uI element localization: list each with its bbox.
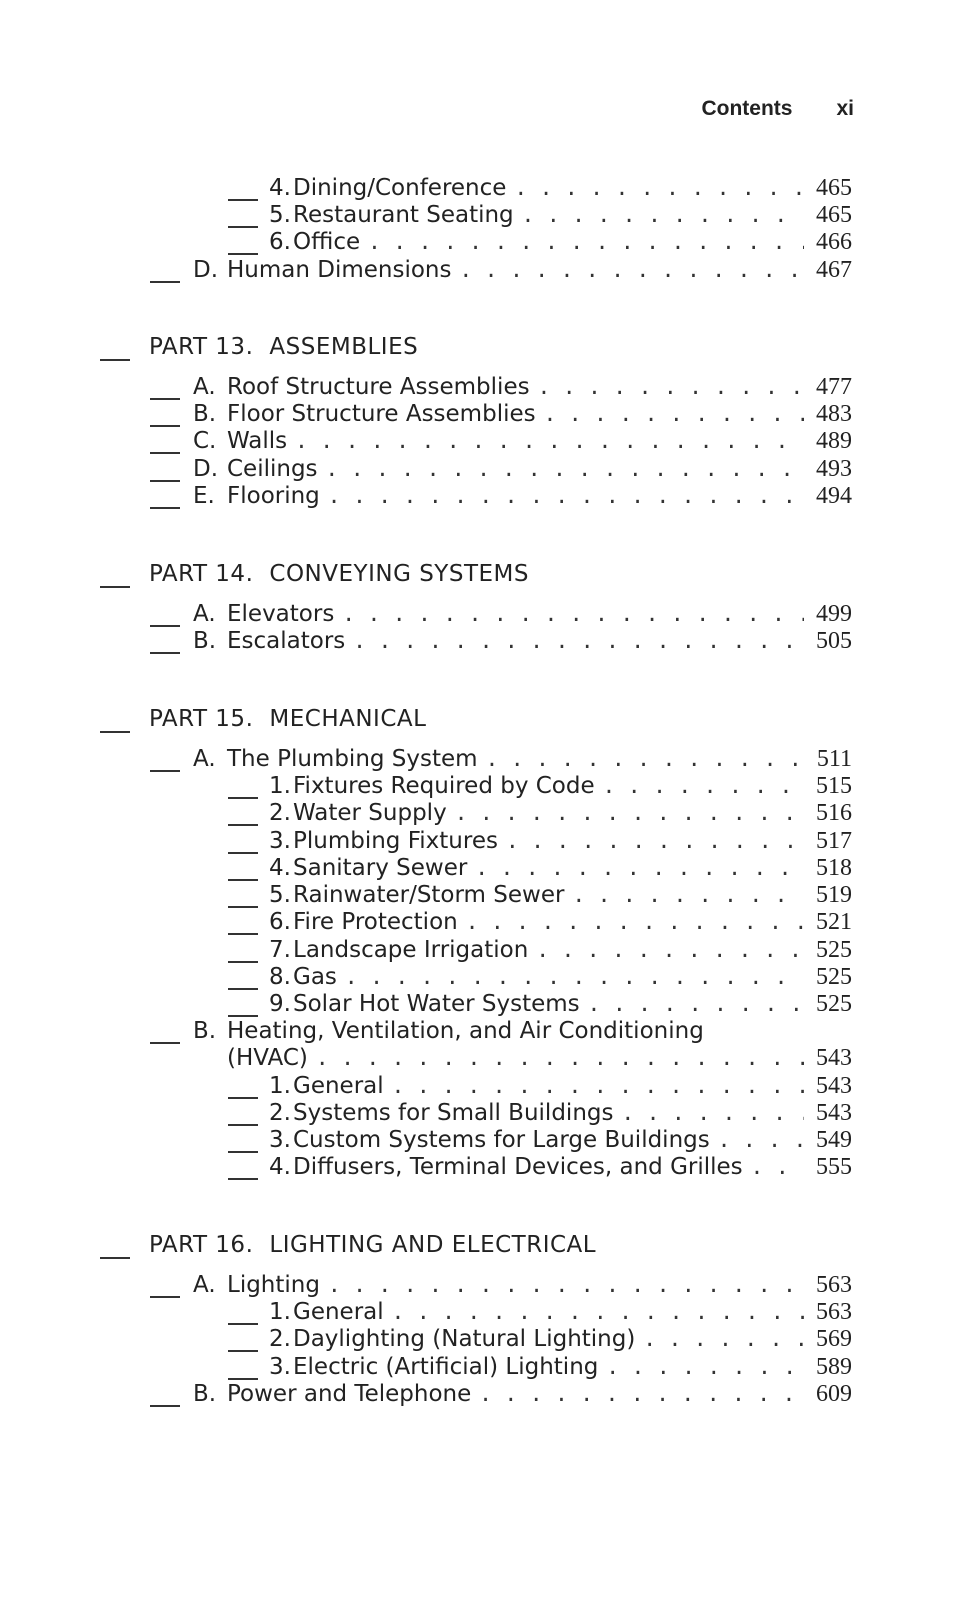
entry-label: A. [193,601,216,627]
entry-title: Electric (Artificial) Lighting [293,1354,599,1380]
entry-label: 9. [269,991,291,1017]
entry-title: Plumbing Fixtures [293,828,498,854]
checkbox-blank [150,452,180,454]
entry-text [269,936,536,964]
toc-entry [227,1044,852,1072]
entry-page-number: 466 [816,229,852,255]
section-title: Contents [701,97,793,120]
entry-text [269,990,588,1018]
entry-label: 1. [269,1073,291,1099]
entry-page-number: 465 [816,175,852,201]
toc-entry [193,627,852,655]
entry-title: Systems for Small Buildings [293,1100,614,1126]
entry-title: Floor Structure Assemblies [227,401,536,427]
entry-title: Roof Structure Assemblies [227,374,530,400]
entry-title: Ceilings [227,456,318,482]
part-title: LIGHTING AND ELECTRICAL [269,1232,597,1258]
checkbox-blank [150,281,180,283]
entry-title: Daylighting (Natural Lighting) [293,1326,636,1352]
toc-entry [193,745,852,773]
entry-page-number: 505 [816,628,852,654]
checkbox-blank [228,253,258,255]
checkbox-blank [150,652,180,654]
dot-leader [544,400,804,428]
entry-page-number: 543 [816,1100,852,1126]
entry-label: A. [193,374,216,400]
entry-page-number: 465 [816,202,852,228]
checkbox-blank [228,906,258,908]
checkbox-blank [228,1178,258,1180]
entry-label: 2. [269,1100,291,1126]
checkbox-blank [150,625,180,627]
entry-text [269,881,572,909]
checkbox-blank [150,480,180,482]
entry-label: 6. [269,229,291,255]
dot-leader [486,745,804,773]
entry-label: D. [193,456,219,482]
entry-label: 2. [269,1326,291,1352]
entry-label: 4. [269,855,291,881]
entry-label: 1. [269,773,291,799]
toc-entry [269,881,852,909]
entry-title: Rainwater/Storm Sewer [293,882,565,908]
checkbox-blank [228,879,258,881]
dot-leader [718,1126,804,1154]
toc-entry [269,908,852,936]
entry-label: C. [193,428,217,454]
entry-page-number: 489 [816,428,852,454]
entry-title: Fire Protection [293,909,458,935]
entry-label: 3. [269,1354,291,1380]
dot-leader [316,1044,804,1072]
toc-entry [269,1325,852,1353]
dot-leader [466,908,804,936]
toc-entry [193,1271,852,1299]
part-heading [149,706,426,736]
entry-title: Solar Hot Water Systems [293,991,580,1017]
entry-page-number: 493 [816,456,852,482]
toc-entry [269,963,852,991]
toc-entry [269,228,852,256]
dot-leader [603,772,804,800]
toc-entry [193,373,852,401]
toc-entry [269,772,852,800]
checkbox-blank [228,1151,258,1153]
part-title: MECHANICAL [269,706,427,732]
checkbox-blank [150,398,180,400]
entry-page-number: 483 [816,401,852,427]
part-heading [149,1232,596,1262]
entry-text [193,427,295,455]
checkbox-blank [228,797,258,799]
dot-leader [514,174,804,202]
toc-entry [269,1099,852,1127]
part-title: CONVEYING SYSTEMS [269,561,529,587]
entry-title: Landscape Irrigation [293,937,529,963]
entry-title: Heating, Ventilation, and Air Conditioning [227,1018,704,1044]
entry-text [269,1126,718,1154]
entry-label: 2. [269,800,291,826]
entry-text [227,1044,316,1072]
entry-label: B. [193,628,217,654]
checkbox-blank [228,1323,258,1325]
toc-entry [269,854,852,882]
entry-page-number: 555 [816,1154,852,1180]
checkbox-blank [150,1296,180,1298]
entry-text [269,963,345,991]
entry-page-number: 563 [816,1272,852,1298]
entry-page-number: 563 [816,1299,852,1325]
entry-page-number: 543 [816,1073,852,1099]
checkbox-blank [228,199,258,201]
entry-title: General [293,1073,384,1099]
toc-entry [269,936,852,964]
entry-text [269,1298,392,1326]
checkbox-blank [228,1124,258,1126]
checkbox-blank [228,961,258,963]
toc-entry [269,201,852,229]
entry-page-number: 518 [816,855,852,881]
entry-text [193,600,342,628]
entry-page-number: 511 [816,746,852,772]
checkbox-blank [150,425,180,427]
entry-title: Restaurant Seating [293,202,514,228]
toc-entry [193,427,852,455]
checkbox-blank [228,852,258,854]
toc-entry [193,1380,852,1408]
checkbox-blank [100,586,130,588]
dot-leader [328,1271,804,1299]
entry-label: 6. [269,909,291,935]
toc-entry [193,400,852,428]
toc-entry [193,1017,852,1045]
entry-title: (HVAC) [227,1045,308,1071]
entry-page-number: 525 [816,964,852,990]
dot-leader [621,1099,804,1127]
dot-leader [328,482,804,510]
toc-entry [193,455,852,483]
toc-entry [269,1072,852,1100]
dot-leader [326,455,804,483]
toc-entry [269,990,852,1018]
entry-label: B. [193,401,217,427]
entry-title: Fixtures Required by Code [293,773,595,799]
entry-label: A. [193,1272,216,1298]
dot-leader [606,1353,804,1381]
checkbox-blank [228,1097,258,1099]
part-number: PART 14. [149,561,254,587]
checkbox-blank [228,988,258,990]
dot-leader [392,1072,804,1100]
dot-leader [345,963,804,991]
entry-text [269,1353,606,1381]
entry-title: Office [293,229,361,255]
entry-text [193,1017,712,1045]
entry-label: 8. [269,964,291,990]
checkbox-blank [100,1257,130,1259]
entry-page-number: 569 [816,1326,852,1352]
dot-leader [342,600,804,628]
entry-text [269,1072,392,1100]
entry-title: Walls [227,428,288,454]
part-number: PART 13. [149,334,254,360]
entry-page-number: 515 [816,773,852,799]
entry-label: B. [193,1381,217,1407]
entry-title: Sanitary Sewer [293,855,468,881]
checkbox-blank [150,770,180,772]
entry-label: 3. [269,828,291,854]
part-number: PART 15. [149,706,254,732]
entry-text [193,1380,479,1408]
checkbox-blank [100,731,130,733]
part-number: PART 16. [149,1232,254,1258]
entry-text [269,228,368,256]
checkbox-blank [228,824,258,826]
entry-text [269,1153,751,1181]
entry-page-number: 609 [816,1381,852,1407]
entry-label: E. [193,483,215,509]
entry-page-number: 494 [816,483,852,509]
part-heading [149,561,529,591]
toc-entry [193,482,852,510]
entry-label: D. [193,257,219,283]
dot-leader [455,799,804,827]
page-number: xi [836,97,854,120]
entry-title: Elevators [227,601,335,627]
entry-title: Water Supply [293,800,447,826]
entry-text [269,1099,621,1127]
entry-title: Flooring [227,483,320,509]
entry-title: Custom Systems for Large Buildings [293,1127,710,1153]
toc-entry [269,174,852,202]
part-heading [149,334,418,364]
entry-page-number: 467 [816,257,852,283]
dot-leader [588,990,804,1018]
entry-page-number: 516 [816,800,852,826]
dot-leader [368,228,804,256]
entry-label: 5. [269,202,291,228]
entry-label: 4. [269,1154,291,1180]
entry-text [269,799,455,827]
entry-text [193,455,326,483]
entry-title: Human Dimensions [227,257,452,283]
entry-text [193,400,544,428]
dot-leader [522,201,804,229]
entry-text [193,1271,328,1299]
entry-text [269,854,475,882]
toc-entry [269,827,852,855]
entry-label: 1. [269,1299,291,1325]
entry-title: Lighting [227,1272,320,1298]
entry-page-number: 589 [816,1354,852,1380]
dot-leader [643,1325,804,1353]
entry-label: 7. [269,937,291,963]
entry-text [193,745,486,773]
checkbox-blank [228,1350,258,1352]
entry-title: Gas [293,964,337,990]
entry-text [193,482,328,510]
entry-text [269,174,514,202]
toc-entry [269,1353,852,1381]
entry-text [269,908,466,936]
dot-leader [751,1153,804,1181]
dot-leader [538,373,804,401]
dot-leader [475,854,804,882]
entry-label: 4. [269,175,291,201]
entry-text [193,373,538,401]
entry-page-number: 549 [816,1127,852,1153]
toc-entry [269,1153,852,1181]
entry-text [269,827,506,855]
entry-label: B. [193,1018,217,1044]
checkbox-blank [228,226,258,228]
dot-leader [479,1380,804,1408]
toc-entry [269,1126,852,1154]
part-title: ASSEMBLIES [269,334,419,360]
toc-entry [269,799,852,827]
dot-leader [506,827,804,855]
entry-page-number: 521 [816,909,852,935]
checkbox-blank [150,1405,180,1407]
dot-leader [536,936,804,964]
entry-label: 5. [269,882,291,908]
checkbox-blank [100,359,130,361]
dot-leader [295,427,804,455]
entry-label: A. [193,746,216,772]
entry-page-number: 519 [816,882,852,908]
checkbox-blank [150,1042,180,1044]
entry-title: The Plumbing System [227,746,478,772]
entry-title: Escalators [227,628,346,654]
entry-text [269,772,603,800]
entry-title: Dining/Conference [293,175,507,201]
dot-leader [392,1298,804,1326]
entry-title: General [293,1299,384,1325]
dot-leader [353,627,804,655]
checkbox-blank [228,933,258,935]
dot-leader [572,881,804,909]
entry-page-number: 517 [816,828,852,854]
entry-text [269,1325,643,1353]
entry-page-number: 525 [816,991,852,1017]
entry-title: Power and Telephone [227,1381,472,1407]
entry-title: Diffusers, Terminal Devices, and Grilles [293,1154,743,1180]
entry-page-number: 499 [816,601,852,627]
entry-text [269,201,522,229]
entry-text [193,627,353,655]
entry-page-number: 525 [816,937,852,963]
toc-entry [193,600,852,628]
entry-text [193,256,460,284]
entry-label: 3. [269,1127,291,1153]
dot-leader [460,256,805,284]
toc-entry [269,1298,852,1326]
checkbox-blank [150,507,180,509]
entry-page-number: 477 [816,374,852,400]
entry-page-number: 543 [816,1045,852,1071]
toc-entry [193,256,852,284]
